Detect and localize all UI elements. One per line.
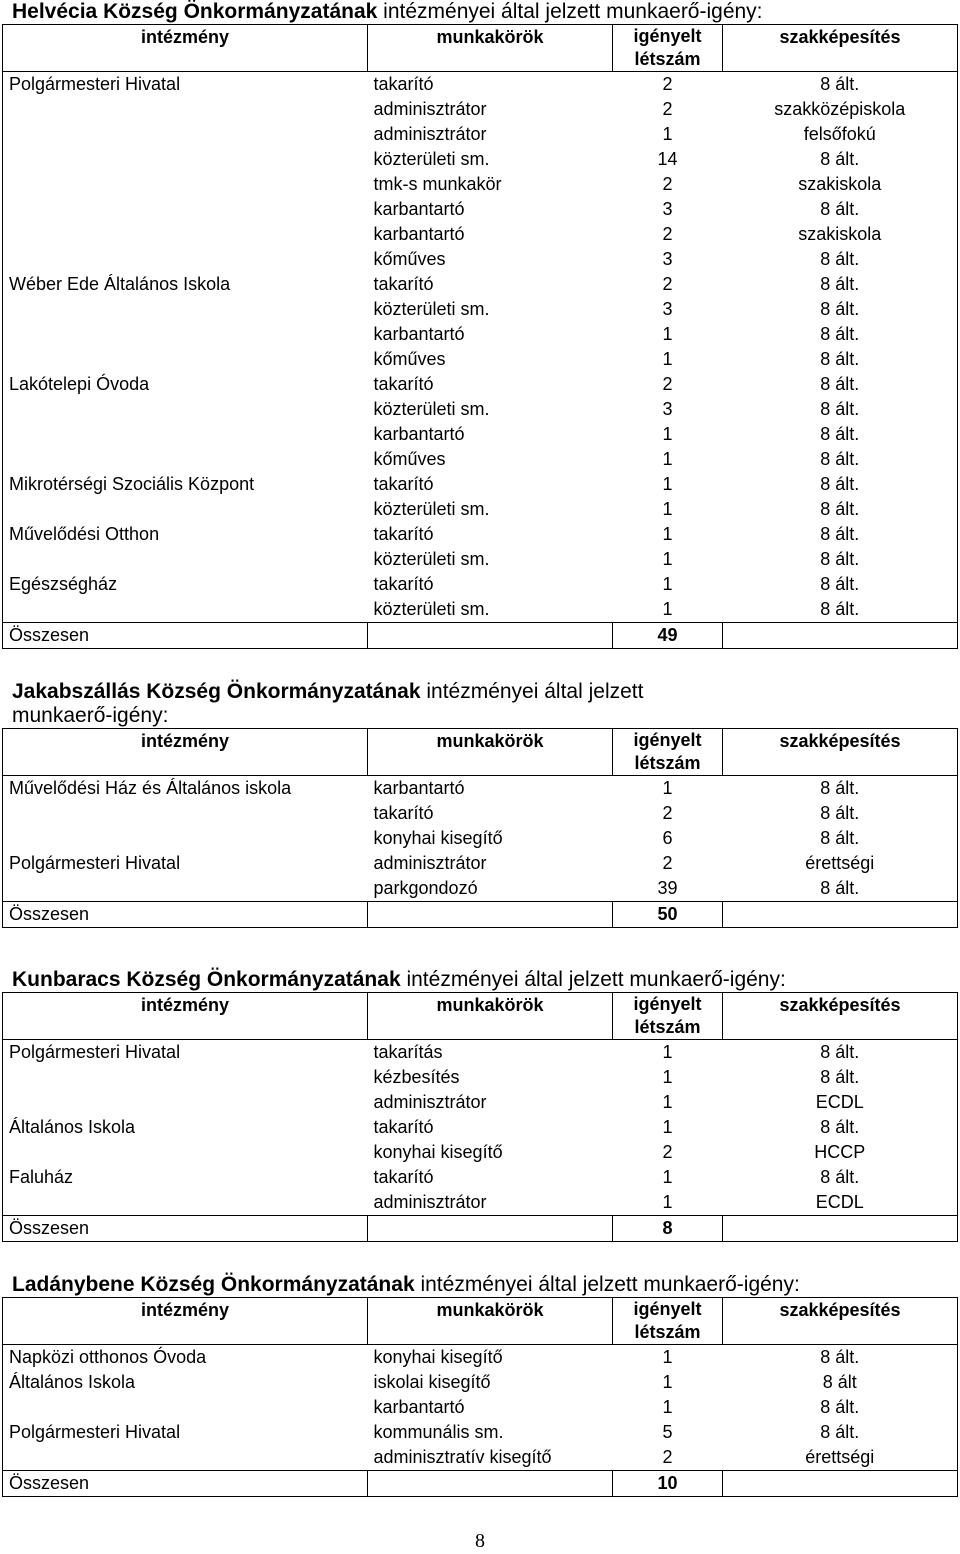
job-cell: konyhai kisegítő	[373, 1142, 503, 1162]
institution-cell	[3, 197, 368, 222]
table-row	[3, 422, 958, 447]
demand-table	[2, 992, 958, 1242]
section-title-bold: Helvécia Község Önkormányzatának	[12, 0, 378, 23]
qualification-cell: 8 ált.	[820, 499, 860, 519]
headcount-cell: 1	[662, 324, 673, 344]
column-header: intézmény	[3, 729, 368, 776]
qualification-cell: 8 ált.	[820, 599, 860, 619]
table-row	[3, 597, 958, 623]
job-cell: takarító	[373, 1167, 434, 1187]
institution-cell	[3, 247, 368, 272]
job-cell: takarító	[373, 74, 434, 94]
job-cell: tmk-s munkakör	[373, 174, 502, 194]
column-header: igényelt létszám	[613, 729, 723, 776]
institution-cell	[3, 1190, 368, 1216]
institution-cell: Polgármesteri Hivatal	[9, 853, 181, 873]
qualification-cell: 8 ált.	[820, 274, 860, 294]
table-row	[3, 1190, 958, 1216]
qualification-cell: felsőfokú	[803, 124, 876, 144]
headcount-cell: 3	[662, 399, 673, 419]
column-header: igényelt létszám	[613, 993, 723, 1040]
institution-cell: Általános Iskola	[9, 1117, 136, 1137]
qualification-cell: 8 ált.	[820, 1422, 860, 1442]
headcount-cell: 1	[662, 1117, 673, 1137]
headcount-cell: 5	[662, 1422, 673, 1442]
job-cell: iskolai kisegítő	[373, 1372, 491, 1392]
qualification-cell: HCCP	[814, 1142, 866, 1162]
total-value: 49	[613, 623, 723, 649]
headcount-cell: 2	[662, 74, 673, 94]
qualification-cell: 8 ált.	[820, 878, 860, 898]
qualification-cell: 8 ált.	[820, 1167, 860, 1187]
headcount-cell: 3	[662, 249, 673, 269]
total-row	[3, 1471, 958, 1497]
job-cell: takarító	[373, 274, 434, 294]
qualification-cell: 8 ált.	[820, 778, 860, 798]
column-header: munkakörök	[368, 993, 613, 1040]
headcount-cell: 1	[662, 524, 673, 544]
institution-cell	[3, 1445, 368, 1471]
headcount-cell: 1	[662, 599, 673, 619]
total-spacer	[723, 1471, 958, 1497]
section-4	[0, 1273, 958, 1497]
column-header: intézmény	[3, 1298, 368, 1345]
qualification-cell: 8 ált.	[820, 249, 860, 269]
column-header: szakképesítés	[723, 729, 958, 776]
headcount-cell: 1	[662, 1192, 673, 1212]
qualification-cell: 8 ált.	[820, 1067, 860, 1087]
total-row	[3, 902, 958, 928]
job-cell: konyhai kisegítő	[373, 1347, 503, 1367]
headcount-cell: 1	[662, 1042, 673, 1062]
table-row	[3, 572, 958, 597]
headcount-cell: 1	[662, 1347, 673, 1367]
headcount-cell: 39	[657, 878, 678, 898]
headcount-cell: 1	[662, 1067, 673, 1087]
headcount-cell: 2	[662, 1142, 673, 1162]
job-cell: karbantartó	[373, 424, 465, 444]
table-row	[3, 851, 958, 876]
headcount-cell: 1	[662, 1372, 673, 1392]
total-value: 50	[613, 902, 723, 928]
column-header: intézmény	[3, 25, 368, 72]
table-row	[3, 272, 958, 297]
job-cell: karbantartó	[373, 324, 465, 344]
section-title-bold: Jakabszállás Község Önkormányzatának	[12, 680, 421, 703]
headcount-cell: 1	[662, 124, 673, 144]
institution-cell	[3, 1140, 368, 1165]
qualification-cell: 8 ált.	[820, 324, 860, 344]
total-value: 10	[613, 1471, 723, 1497]
qualification-cell: 8 ált.	[820, 374, 860, 394]
job-cell: takarító	[373, 574, 434, 594]
total-label: Összesen	[3, 902, 368, 928]
institution-cell	[3, 447, 368, 472]
total-spacer	[368, 623, 613, 649]
institution-cell: Egészségház	[9, 574, 118, 594]
job-cell: kézbesítés	[373, 1067, 460, 1087]
qualification-cell: érettségi	[805, 1447, 875, 1467]
table-row	[3, 1140, 958, 1165]
job-cell: adminisztrátor	[373, 1192, 487, 1212]
headcount-cell: 1	[662, 1397, 673, 1417]
headcount-cell: 1	[662, 349, 673, 369]
institution-cell: Általános Iskola	[9, 1372, 136, 1392]
total-label: Összesen	[3, 623, 368, 649]
table-row	[3, 1115, 958, 1140]
institution-cell	[3, 1395, 368, 1420]
total-row	[3, 623, 958, 649]
institution-cell	[3, 547, 368, 572]
qualification-cell: 8 ált.	[820, 1042, 860, 1062]
institution-cell	[3, 222, 368, 247]
qualification-cell: 8 ált.	[820, 424, 860, 444]
total-row	[3, 1216, 958, 1242]
total-spacer	[723, 902, 958, 928]
table-row	[3, 397, 958, 422]
institution-cell	[3, 597, 368, 623]
institution-cell	[3, 172, 368, 197]
job-cell: adminisztrátor	[373, 99, 487, 119]
qualification-cell: 8 ált.	[820, 299, 860, 319]
column-header: munkakörök	[368, 1298, 613, 1345]
qualification-cell: 8 ált.	[820, 349, 860, 369]
institution-cell	[3, 122, 368, 147]
headcount-cell: 2	[662, 224, 673, 244]
headcount-cell: 2	[662, 99, 673, 119]
institution-cell: Polgármesteri Hivatal	[9, 74, 181, 94]
table-row	[3, 1420, 958, 1445]
table-row	[3, 322, 958, 347]
institution-cell: Faluház	[9, 1167, 74, 1187]
total-label: Összesen	[3, 1216, 368, 1242]
institution-cell	[3, 422, 368, 447]
job-cell: karbantartó	[373, 224, 465, 244]
total-spacer	[368, 1216, 613, 1242]
headcount-cell: 2	[662, 374, 673, 394]
section-title-rest: intézményei által jelzett munkaerő-igény:	[400, 968, 786, 991]
table-row	[3, 172, 958, 197]
institution-cell: Mikrotérségi Szociális Központ	[9, 474, 255, 494]
qualification-cell: 8 ált.	[820, 1347, 860, 1367]
table-row	[3, 497, 958, 522]
job-cell: karbantartó	[373, 199, 465, 219]
job-cell: takarító	[373, 803, 434, 823]
table-row	[3, 1090, 958, 1115]
qualification-cell: 8 ált.	[820, 574, 860, 594]
total-spacer	[368, 1471, 613, 1497]
column-header: igényelt létszám	[613, 25, 723, 72]
institution-cell	[3, 876, 368, 902]
job-cell: közterületi sm.	[373, 299, 490, 319]
section-2	[0, 680, 958, 928]
qualification-cell: 8 ált.	[820, 549, 860, 569]
job-cell: közterületi sm.	[373, 599, 490, 619]
institution-cell: Napközi otthonos Óvoda	[9, 1347, 207, 1367]
total-spacer	[368, 902, 613, 928]
job-cell: közterületi sm.	[373, 399, 490, 419]
institution-cell: Művelődési Ház és Általános iskola	[9, 778, 292, 798]
qualification-cell: szakközépiskola	[774, 99, 906, 119]
column-header: szakképesítés	[723, 993, 958, 1040]
headcount-cell: 1	[662, 1167, 673, 1187]
column-header: szakképesítés	[723, 1298, 958, 1345]
qualification-cell: 8 ált.	[820, 474, 860, 494]
headcount-cell: 1	[662, 499, 673, 519]
institution-cell: Wéber Ede Általános Iskola	[9, 274, 231, 294]
headcount-cell: 3	[662, 199, 673, 219]
job-cell: kőműves	[373, 349, 446, 369]
job-cell: takarító	[373, 1117, 434, 1137]
headcount-cell: 1	[662, 549, 673, 569]
institution-cell	[3, 1090, 368, 1115]
job-cell: karbantartó	[373, 1397, 465, 1417]
job-cell: takarító	[373, 374, 434, 394]
table-row	[3, 97, 958, 122]
job-cell: közterületi sm.	[373, 149, 490, 169]
qualification-cell: 8 ált.	[820, 524, 860, 544]
table-header-row	[3, 993, 958, 1040]
demand-table	[2, 728, 958, 928]
institution-cell	[3, 801, 368, 826]
table-row	[3, 147, 958, 172]
institution-cell	[3, 397, 368, 422]
demand-table	[2, 1297, 958, 1497]
job-cell: kőműves	[373, 249, 446, 269]
institution-cell	[3, 97, 368, 122]
institution-cell	[3, 1065, 368, 1090]
section-title-bold: Ladánybene Község Önkormányzatának	[12, 1273, 415, 1296]
section-title-rest: intézményei által jelzett munkaerő-igény:	[12, 680, 644, 727]
section-title-rest: intézményei által jelzett munkaerő-igény:	[377, 0, 763, 23]
table-row	[3, 1165, 958, 1190]
job-cell: adminisztratív kisegítő	[373, 1447, 552, 1467]
section-3	[0, 968, 958, 1242]
job-cell: konyhai kisegítő	[373, 828, 503, 848]
table-row	[3, 122, 958, 147]
column-header: szakképesítés	[723, 25, 958, 72]
table-header-row	[3, 1298, 958, 1345]
headcount-cell: 6	[662, 828, 673, 848]
table-row	[3, 876, 958, 902]
table-row	[3, 347, 958, 372]
table-row	[3, 547, 958, 572]
headcount-cell: 1	[662, 474, 673, 494]
institution-cell	[3, 322, 368, 347]
table-row	[3, 1065, 958, 1090]
institution-cell: Lakótelepi Óvoda	[9, 374, 150, 394]
job-cell: kőműves	[373, 449, 446, 469]
headcount-cell: 2	[662, 174, 673, 194]
table-row	[3, 297, 958, 322]
job-cell: közterületi sm.	[373, 499, 490, 519]
table-row	[3, 1395, 958, 1420]
headcount-cell: 1	[662, 574, 673, 594]
job-cell: parkgondozó	[373, 878, 478, 898]
table-row	[3, 522, 958, 547]
total-label: Összesen	[3, 1471, 368, 1497]
table-row	[3, 197, 958, 222]
institution-cell: Polgármesteri Hivatal	[9, 1422, 181, 1442]
qualification-cell: 8 ált.	[820, 74, 860, 94]
qualification-cell: ECDL	[815, 1092, 864, 1112]
job-cell: takarító	[373, 474, 434, 494]
table-row	[3, 447, 958, 472]
headcount-cell: 1	[662, 778, 673, 798]
qualification-cell: ECDL	[815, 1192, 864, 1212]
section-title-bold: Kunbaracs Község Önkormányzatának	[12, 968, 401, 991]
headcount-cell: 1	[662, 424, 673, 444]
table-row	[3, 1445, 958, 1471]
table-row	[3, 247, 958, 272]
qualification-cell: 8 ált.	[820, 149, 860, 169]
qualification-cell: 8 ált	[822, 1372, 857, 1392]
headcount-cell: 1	[662, 1092, 673, 1112]
job-cell: takarítás	[373, 1042, 443, 1062]
headcount-cell: 2	[662, 803, 673, 823]
section-title	[12, 968, 942, 992]
job-cell: kommunális sm.	[373, 1422, 504, 1442]
column-header: intézmény	[3, 993, 368, 1040]
qualification-cell: 8 ált.	[820, 1397, 860, 1417]
table-row	[3, 826, 958, 851]
table-row	[3, 1040, 958, 1066]
demand-table	[2, 24, 958, 649]
total-spacer	[723, 1216, 958, 1242]
job-cell: adminisztrátor	[373, 1092, 487, 1112]
qualification-cell: 8 ált.	[820, 1117, 860, 1137]
institution-cell	[3, 147, 368, 172]
qualification-cell: szakiskola	[798, 224, 882, 244]
table-row	[3, 1370, 958, 1395]
institution-cell	[3, 297, 368, 322]
column-header: munkakörök	[368, 25, 613, 72]
table-row	[3, 372, 958, 397]
table-header-row	[3, 729, 958, 776]
table-row	[3, 776, 958, 802]
table-row	[3, 472, 958, 497]
institution-cell: Polgármesteri Hivatal	[9, 1042, 181, 1062]
page-number: 8	[475, 1530, 485, 1552]
job-cell: közterületi sm.	[373, 549, 490, 569]
column-header: munkakörök	[368, 729, 613, 776]
table-header-row	[3, 25, 958, 72]
job-cell: takarító	[373, 524, 434, 544]
section-title	[12, 680, 712, 728]
headcount-cell: 3	[662, 299, 673, 319]
job-cell: adminisztrátor	[373, 124, 487, 144]
qualification-cell: 8 ált.	[820, 828, 860, 848]
institution-cell	[3, 826, 368, 851]
section-1	[0, 0, 958, 649]
qualification-cell: 8 ált.	[820, 803, 860, 823]
headcount-cell: 1	[662, 449, 673, 469]
table-row	[3, 1345, 958, 1371]
column-header: igényelt létszám	[613, 1298, 723, 1345]
qualification-cell: 8 ált.	[820, 399, 860, 419]
headcount-cell: 2	[662, 274, 673, 294]
job-cell: karbantartó	[373, 778, 465, 798]
section-title	[12, 0, 942, 24]
headcount-cell: 14	[657, 149, 678, 169]
qualification-cell: érettségi	[805, 853, 875, 873]
total-value: 8	[613, 1216, 723, 1242]
headcount-cell: 2	[662, 853, 673, 873]
qualification-cell: szakiskola	[798, 174, 882, 194]
institution-cell: Művelődési Otthon	[9, 524, 160, 544]
total-spacer	[723, 623, 958, 649]
section-title	[12, 1273, 942, 1297]
table-row	[3, 801, 958, 826]
table-row	[3, 222, 958, 247]
table-row	[3, 72, 958, 98]
headcount-cell: 2	[662, 1447, 673, 1467]
qualification-cell: 8 ált.	[820, 199, 860, 219]
job-cell: adminisztrátor	[373, 853, 487, 873]
section-title-rest: intézményei által jelzett munkaerő-igény:	[414, 1273, 800, 1296]
institution-cell	[3, 497, 368, 522]
institution-cell	[3, 347, 368, 372]
qualification-cell: 8 ált.	[820, 449, 860, 469]
